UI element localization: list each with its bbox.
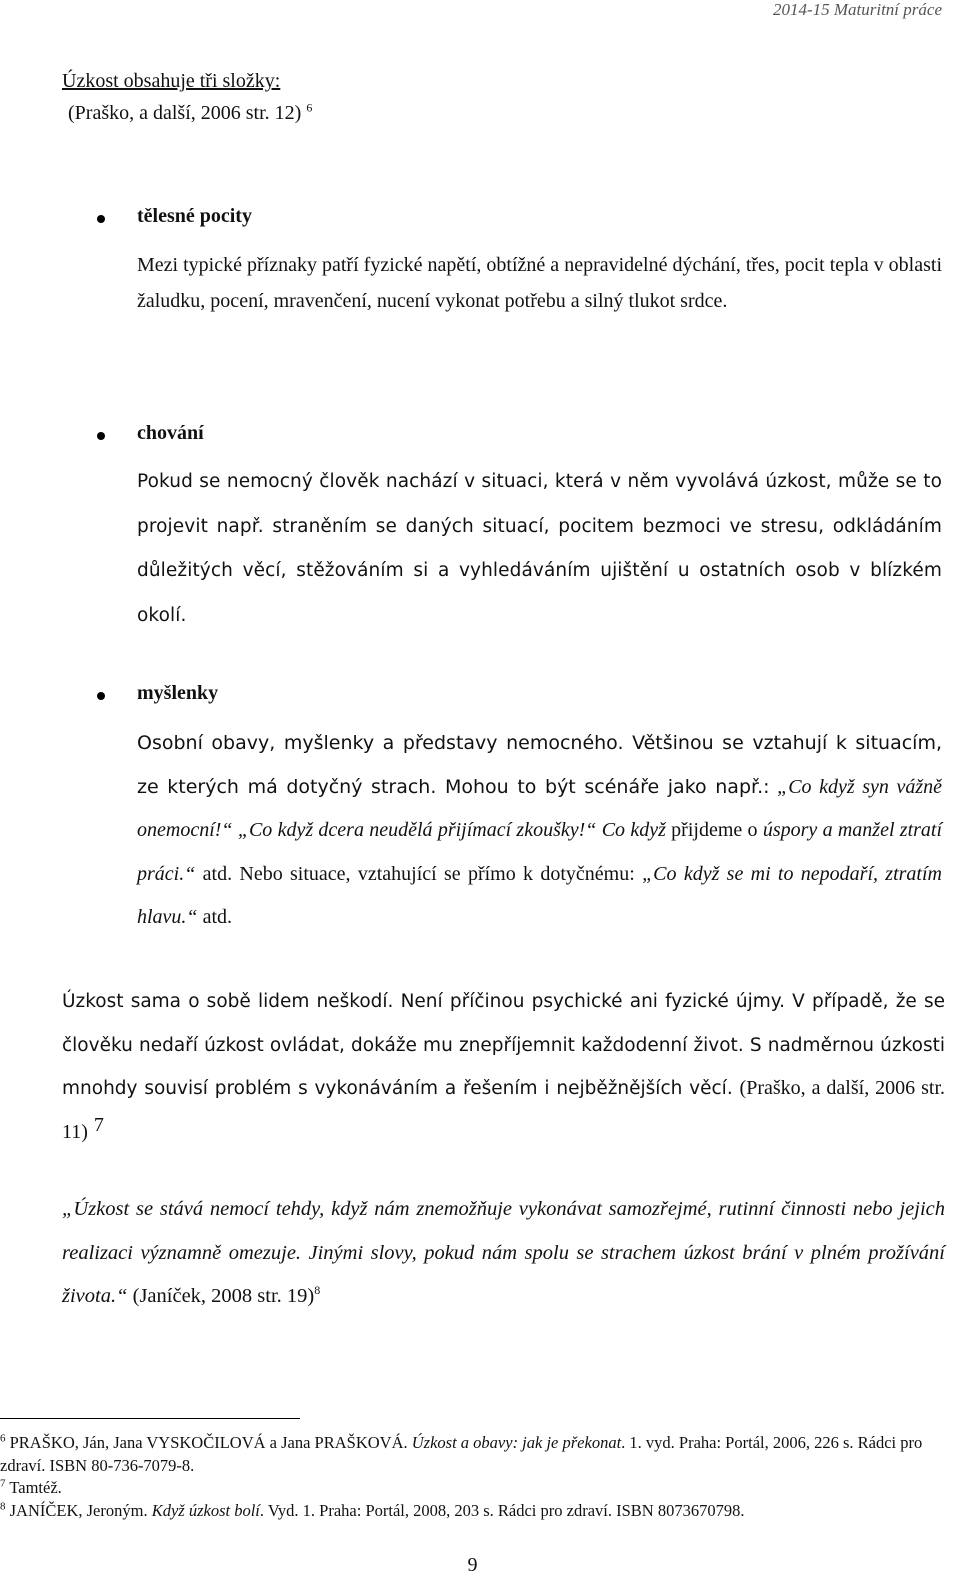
intro-citation bbox=[68, 102, 312, 125]
footnote-text: Tamtéž. bbox=[9, 1478, 62, 1497]
paragraph-text: Úzkost sama o sobě lidem neškodí. Není příčinou psychické ani fyzické újmy. V případě, že se člověku nedaří úzkost ovládat, dokáže mu znepříjemnit každodenní život. S nadměrnou úzkosti mnohdy souvisí problém s vykonáváním a řešením i nejběžnějších věcí. bbox=[62, 991, 945, 1099]
block-quote: „Úzkost se stává nemocí tehdy, když nám znemožňuje vykonávat samozřejmé, rutinní činnosti nebo jejich realizaci významně omezuje. Jinými slovy, pokud nám spolu se strachem úzkost brání v plném prožívání života.“ bbox=[62, 1198, 945, 1307]
bullet-icon bbox=[97, 432, 105, 440]
footnote-ref-7: 7 bbox=[93, 1113, 104, 1136]
thoughts-end: atd. bbox=[197, 906, 232, 928]
thoughts-middle: atd. Nebo situace, vztahující se přímo k dotyčnému: bbox=[195, 862, 643, 885]
thoughts-intro: Osobní obavy, myšlenky a představy nemocného. Většinou se vztahují k situacím, ze kterých má dotyčný strach. Mohou to být scénáře jako např.: bbox=[137, 732, 942, 798]
paragraph-anxiety-harm bbox=[62, 980, 945, 1154]
bullet-icon bbox=[97, 215, 105, 223]
footnote-book-title: Když úzkost bolí bbox=[151, 1500, 260, 1520]
quote-self: „Co když se mi to nepodaří, ztratím hlavu.“ bbox=[137, 862, 942, 928]
quote-son: „Co když syn vážně onemocní!“ bbox=[137, 775, 942, 841]
footnote-separator bbox=[0, 1418, 300, 1419]
footnote-6 bbox=[0, 1432, 945, 1477]
footnote-text: . 1. vyd. Praha: Portál, 2006, 226 s. Rádci pro zdraví. ISBN 80-736-7079-8. bbox=[0, 1433, 923, 1475]
bullet-title: myšlenky bbox=[137, 682, 219, 704]
footnote-ref-6: 6 bbox=[306, 100, 313, 115]
bullet-text: Pokud se nemocný člověk nachází v situaci, která v něm vyvolává úzkost, může se to projevit např. straněním se daných situací, pocitem bezmoci ve stresu, odkládáním důležitých věcí, stěžováním si a vyhledáváním ujištění u ostatních osob v blízkém okolí. bbox=[137, 471, 942, 626]
quote-daughter: „Co když dcera neudělá přijímací zkoušky!“ bbox=[237, 819, 597, 841]
quote-savings-c: o bbox=[742, 819, 763, 841]
quote-citation: (Janíček, 2008 str. 19) bbox=[127, 1285, 315, 1307]
footnote-number: 8 bbox=[0, 1500, 6, 1512]
paragraph-citation: (Praško, a další, 2006 str. 11) bbox=[62, 1077, 946, 1143]
footnote-number: 7 bbox=[0, 1477, 6, 1490]
paragraph-quote bbox=[62, 1188, 945, 1319]
footnote-text: . Vyd. 1. Praha: Portál, 2008, 203 s. Rádci pro zdraví. ISBN 8073670798. bbox=[259, 1500, 745, 1520]
bullet-title: chování bbox=[137, 422, 204, 444]
running-header: 2014-15 Maturitní práce bbox=[772, 0, 942, 19]
footnote-8 bbox=[0, 1500, 945, 1523]
bullet-icon bbox=[97, 692, 105, 700]
footnote-text: JANÍČEK, Jeroným. bbox=[9, 1500, 152, 1520]
footnote-number: 6 bbox=[0, 1432, 6, 1445]
page-number: 9 bbox=[467, 1554, 478, 1576]
bullet-title: tělesné pocity bbox=[137, 205, 252, 227]
bullet-text bbox=[137, 722, 942, 940]
quote-savings-b: přijdeme bbox=[671, 819, 743, 841]
footnote-text: PRAŠKO, Ján, Jana VYSKOČILOVÁ a Jana PRAŠKOVÁ. bbox=[9, 1433, 412, 1452]
intro-heading: Úzkost obsahuje tři složky: bbox=[62, 70, 281, 92]
bullet-text: Mezi typické příznaky patří fyzické napětí, obtížné a nepravidelné dýchání, třes, pocit tepla v oblasti žaludku, pocení, mravenčení, nucení vykonat potřebu a silný tlukot srdce. bbox=[137, 254, 942, 312]
footnotes bbox=[0, 1432, 945, 1522]
footnote-book-title: Úzkost a obavy: jak je překonat bbox=[411, 1433, 622, 1452]
footnote-7 bbox=[0, 1477, 945, 1500]
quote-savings-a: Co když bbox=[601, 819, 672, 841]
quote-savings-d: úspory a manžel ztratí práci.“ bbox=[137, 819, 943, 885]
footnote-ref-8: 8 bbox=[314, 1283, 321, 1298]
intro-citation-text: (Praško, a další, 2006 str. 12) bbox=[68, 102, 302, 124]
